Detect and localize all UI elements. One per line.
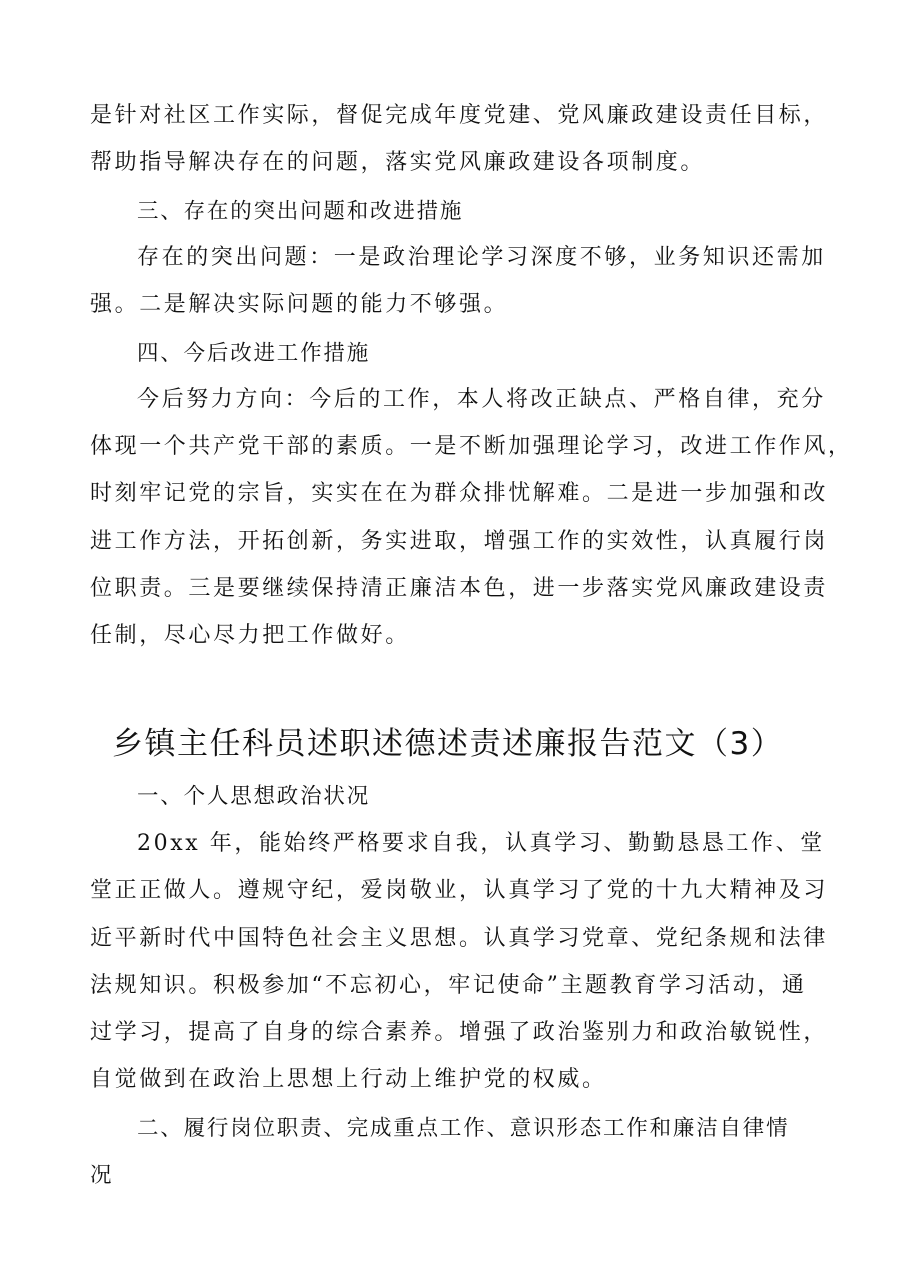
body-line: 任制，尽心尽力把工作做好。 [90,623,410,648]
body-line: 进工作方法，开拓创新，务实进取，增强工作的实效性，认真履行岗 [90,529,829,554]
body-line: 帮助指导解决存在的问题，落实党风廉政建设各项制度。 [90,150,706,175]
section-heading: 四、今后改进工作措施 [137,341,371,366]
section-title: 乡镇主任科员述职述德述责述廉报告范文（3） [112,726,784,762]
body-line: 堂正正做人。遵规守纪，爱岗敬业，认真学习了党的十九大精神及习 [90,878,829,903]
body-line: 法规知识。积极参加“不忘初心，牢记使命”主题教育学习活动，通 [90,973,807,998]
body-line: 体现一个共产党干部的素质。一是不断加强理论学习，改进工作作风， [90,434,853,459]
body-line: 存在的突出问题：一是政治理论学习深度不够，业务知识还需加 [137,245,826,270]
body-line: 20xx 年，能始终严格要求自我，认真学习、勤勤恳恳工作、堂 [137,831,825,856]
body-line: 过学习，提高了自身的综合素养。增强了政治鉴别力和政治敏锐性， [90,1020,829,1045]
body-line: 自觉做到在政治上思想上行动上维护党的权威。 [90,1067,607,1092]
body-line: 今后努力方向：今后的工作，本人将改正缺点、严格自律，充分 [137,387,826,412]
body-line: 近平新时代中国特色社会主义思想。认真学习党章、党纪条规和法律 [90,926,829,951]
section-heading: 一、个人思想政治状况 [137,784,371,809]
body-line: 时刻牢记党的宗旨，实实在在为群众排忧解难。二是进一步加强和改 [90,481,829,506]
body-line: 位职责。三是要继续保持清正廉洁本色，进一步落实党风廉政建设责 [90,576,829,601]
section-heading: 二、履行岗位职责、完成重点工作、意识形态工作和廉洁自律情 [137,1116,790,1141]
section-heading: 三、存在的突出问题和改进措施 [137,199,464,224]
body-line: 是针对社区工作实际，督促完成年度党建、党风廉政建设责任目标， [90,103,829,128]
section-heading-continued: 况 [90,1163,114,1188]
body-line: 强。二是解决实际问题的能力不够强。 [90,292,509,317]
